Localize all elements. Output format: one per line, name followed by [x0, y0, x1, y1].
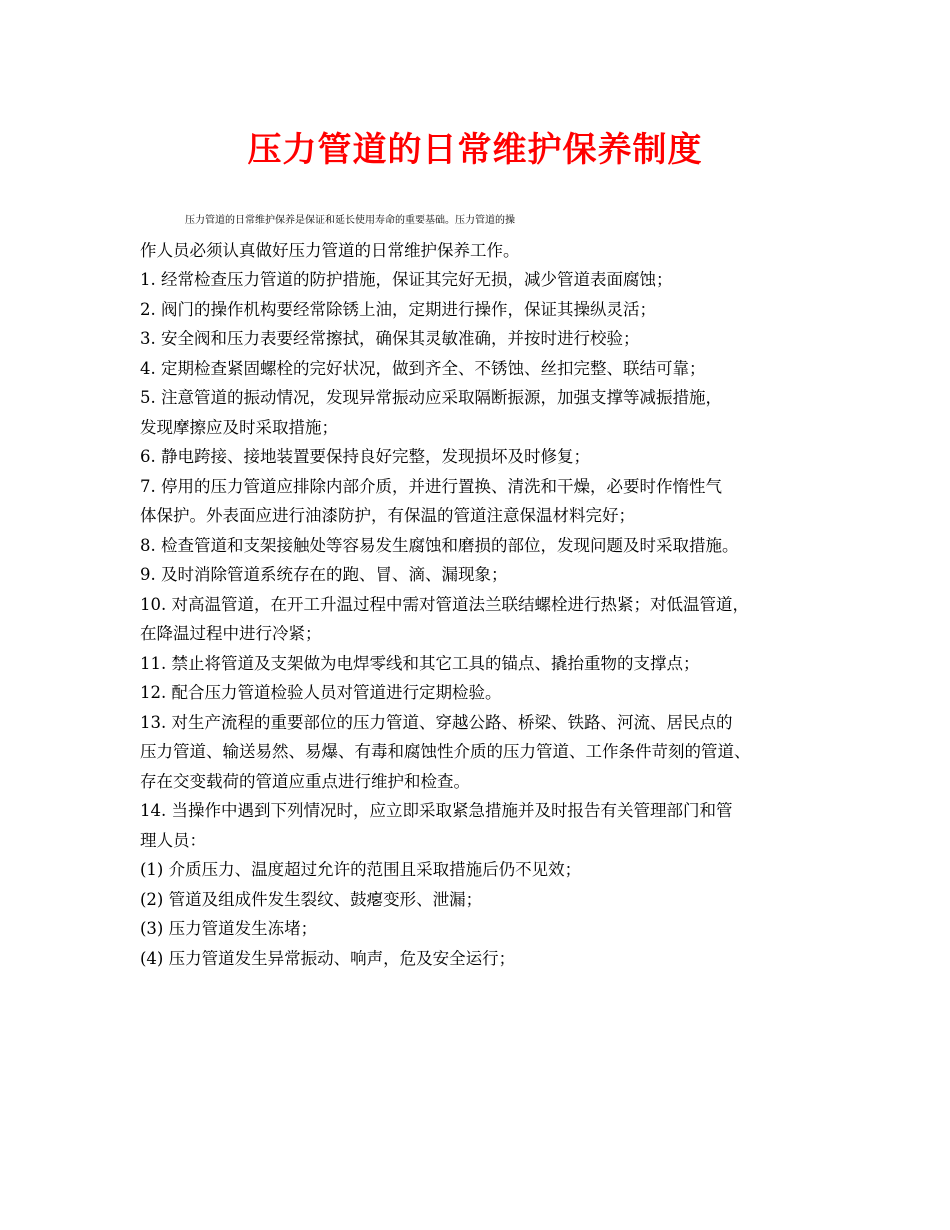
item-8: 8. 检查管道和支架接触处等容易发生腐蚀和磨损的部位，发现问题及时采取措施。	[140, 535, 739, 555]
item-12: 12. 配合压力管道检验人员对管道进行定期检验。	[140, 683, 502, 702]
subitem-1: (1) 介质压力、温度超过允许的范围且采取措施后仍不见效；	[140, 860, 582, 879]
intro-line-2: 作人员必须认真做好压力管道的日常维护保养工作。	[140, 240, 520, 260]
item-7-line-1: 7. 停用的压力管道应排除内部介质，并进行置换、清洗和干燥，必要时作惰性气	[140, 476, 722, 496]
item-7-line-2: 体保护。外表面应进行油漆防护，有保温的管道注意保温材料完好；	[140, 506, 635, 525]
item-13-line-2: 压力管道、输送易然、易爆、有毒和腐蚀性介质的压力管道、工作条件苛刻的管道、	[140, 742, 751, 761]
item-10-line-1: 10. 对高温管道，在开工升温过程中需对管道法兰联结螺栓进行热紧；对低温管道，	[140, 594, 749, 614]
item-9: 9. 及时消除管道系统存在的跑、冒、滴、漏现象；	[140, 565, 508, 584]
document-title: 压力管道的日常维护保养制度	[247, 130, 703, 170]
subitem-3: (3) 压力管道发生冻堵；	[140, 919, 318, 938]
document-body	[140, 206, 830, 973]
intro-line-1: 压力管道的日常维护保养是保证和延长使用寿命的重要基础。压力管道的操	[185, 215, 515, 226]
item-2: 2. 阀门的操作机构要经常除锈上油，定期进行操作，保证其操纵灵活；	[140, 299, 656, 319]
item-14-line-2: 理人员：	[140, 830, 206, 850]
item-5-line-2: 发现摩擦应及时采取措施；	[140, 417, 338, 437]
item-11: 11. 禁止将管道及支架做为电焊零线和其它工具的锚点、撬抬重物的支撑点；	[140, 653, 700, 673]
item-1: 1. 经常检查压力管道的防护措施，保证其完好无损，减少管道表面腐蚀；	[140, 270, 673, 289]
subitem-4: (4) 压力管道发生异常振动、响声，危及安全运行；	[140, 948, 516, 968]
item-6: 6. 静电跨接、接地装置要保持良好完整，发现损坏及时修复；	[140, 447, 590, 466]
item-4: 4. 定期检查紧固螺栓的完好状况，做到齐全、不锈蚀、丝扣完整、联结可靠；	[140, 358, 706, 378]
item-13-line-1: 13. 对生产流程的重要部位的压力管道、穿越公路、桥梁、铁路、河流、居民点的	[140, 712, 733, 732]
subitem-2: (2) 管道及组成件发生裂纹、鼓瘪变形、泄漏；	[140, 889, 483, 909]
item-3: 3. 安全阀和压力表要经常擦拭，确保其灵敏准确，并按时进行校验；	[140, 329, 640, 348]
item-14-line-1: 14. 当操作中遇到下列情况时，应立即采取紧急措施并及时报告有关管理部门和管	[140, 801, 733, 820]
item-5-line-1: 5. 注意管道的振动情况，发现异常振动应采取隔断振源，加强支撑等减振措施，	[140, 388, 722, 407]
item-10-line-2: 在降温过程中进行冷紧；	[140, 624, 322, 643]
item-13-line-3: 存在交变载荷的管道应重点进行维护和检查。	[140, 771, 470, 791]
